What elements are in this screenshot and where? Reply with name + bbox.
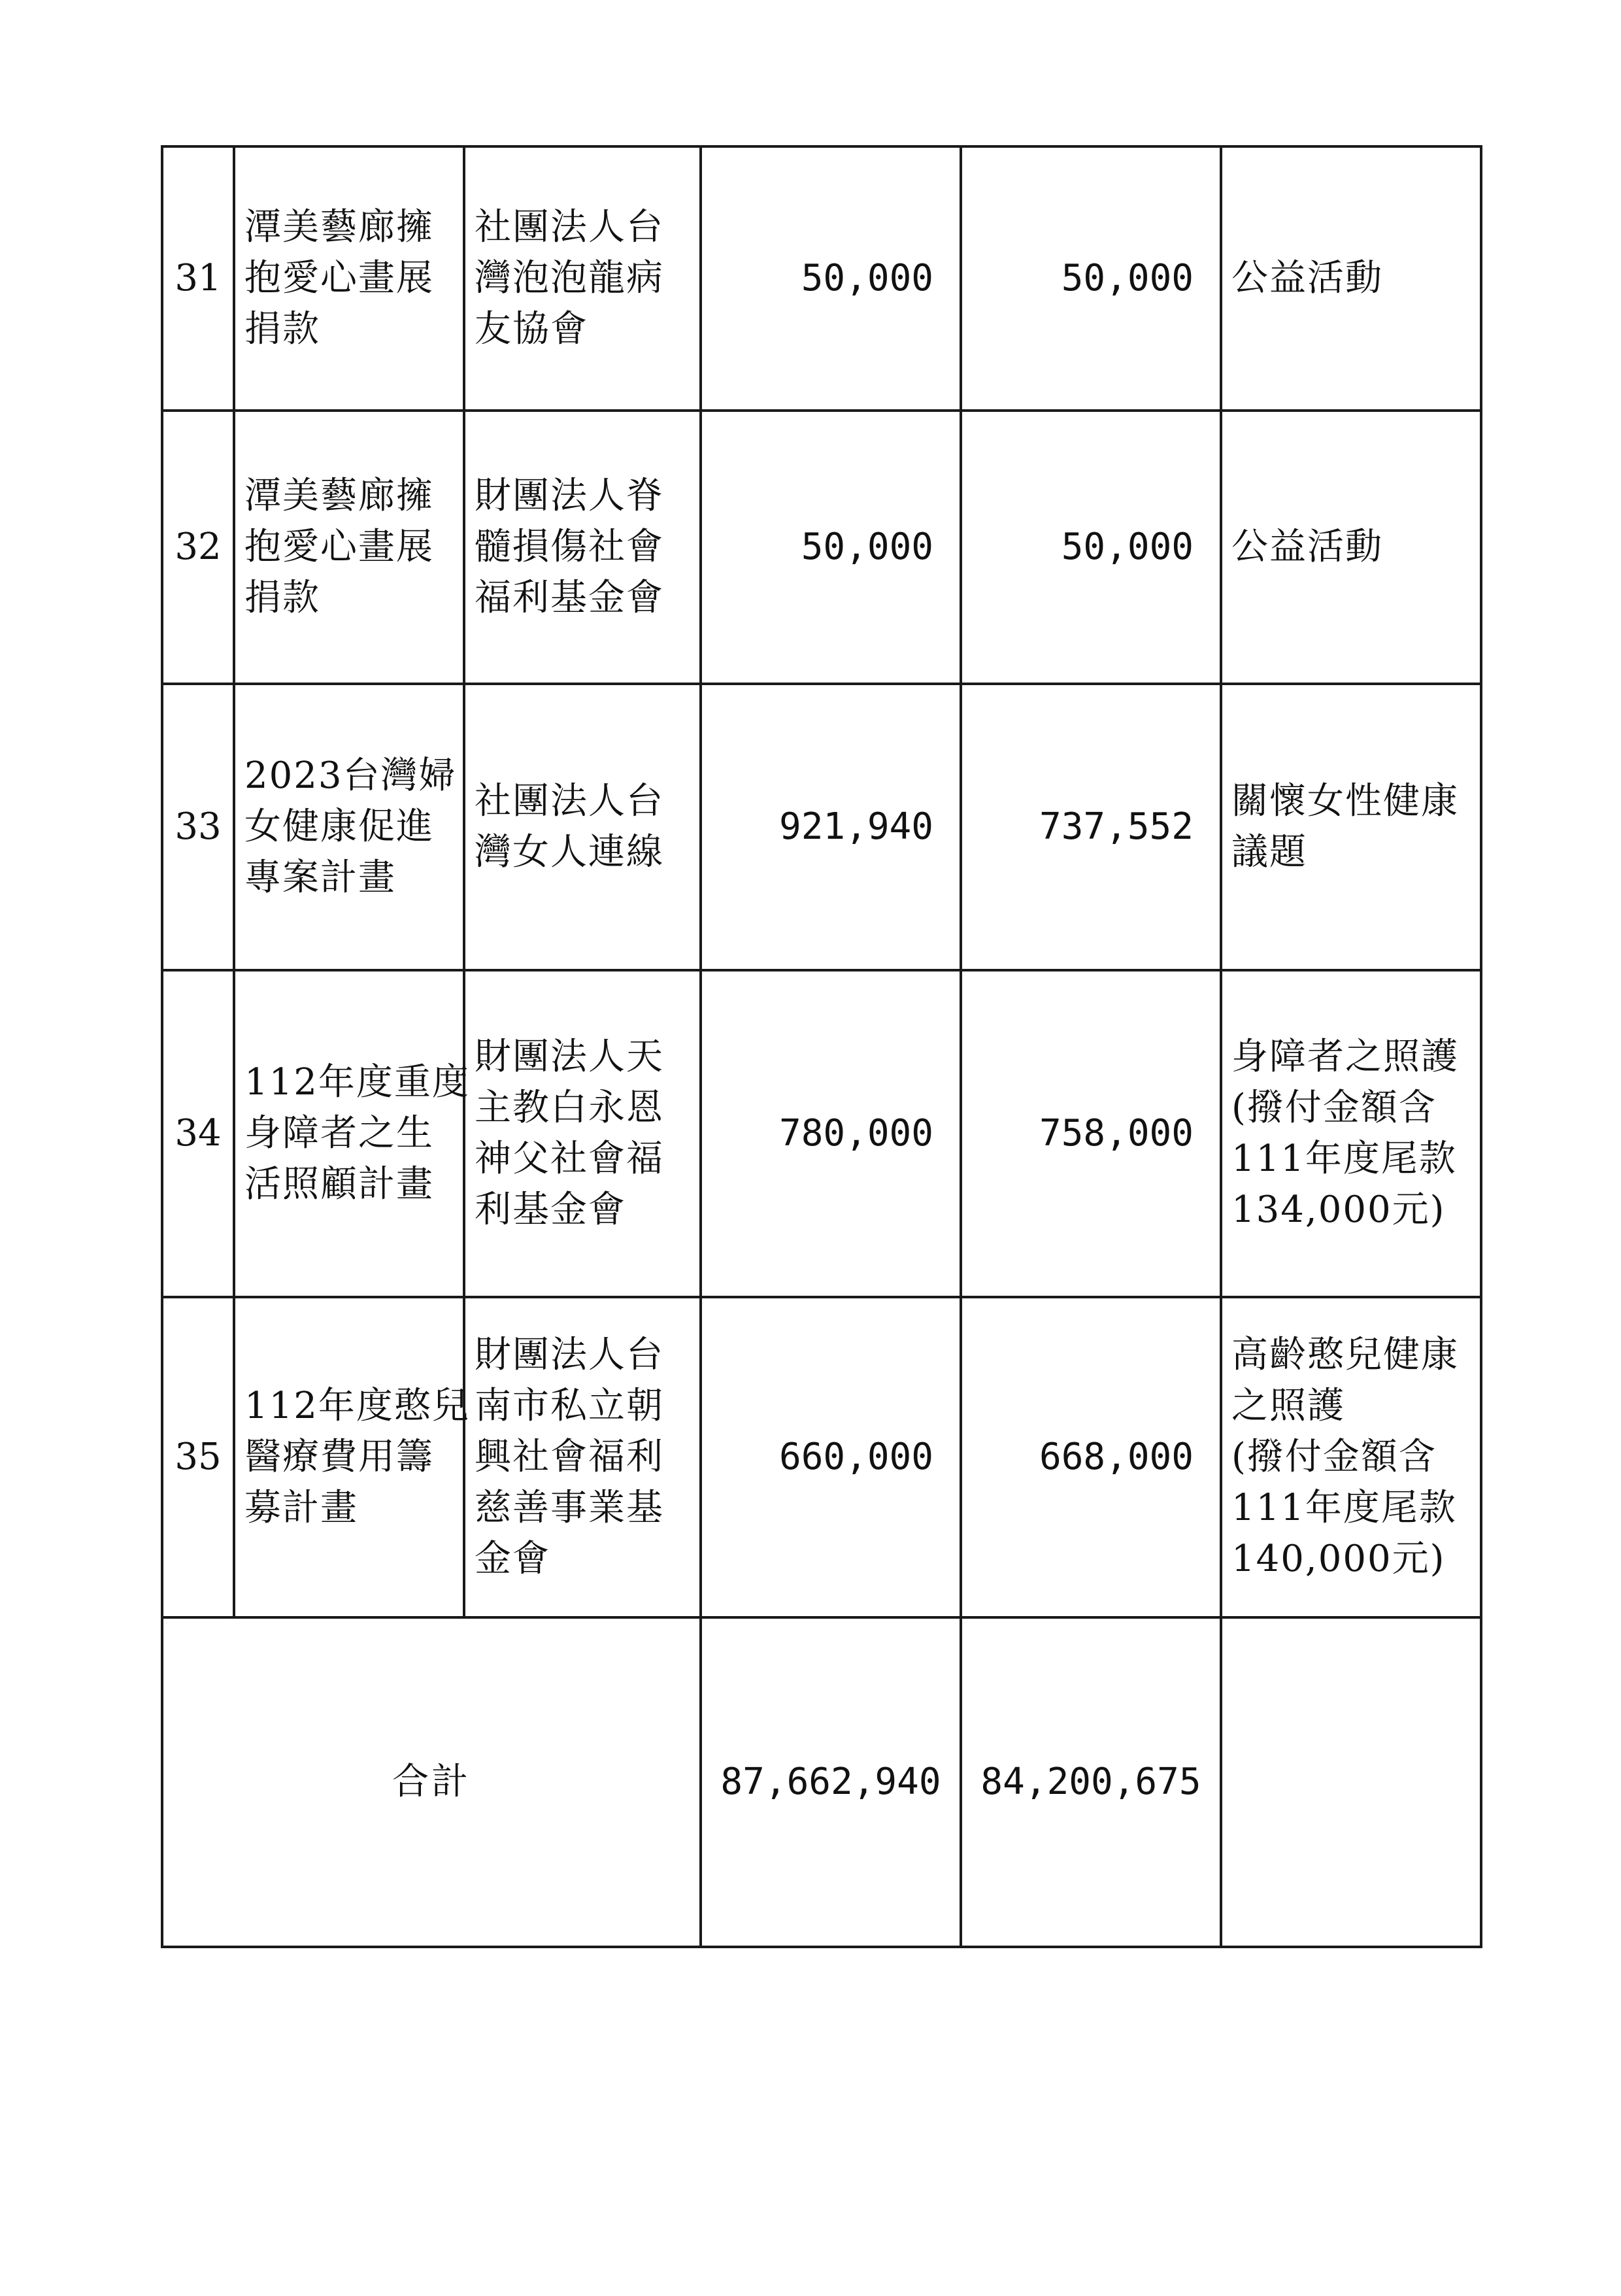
table-row (162, 684, 1481, 970)
row-number: 33 (162, 684, 234, 970)
organization-name-line: 社團法人台 (475, 780, 664, 822)
project-name (234, 684, 464, 970)
project-name-line: 募計畫 (244, 1487, 358, 1529)
project-name-line: 捐款 (244, 577, 320, 619)
amount-1: 50,000 (701, 411, 961, 684)
project-name (234, 411, 464, 684)
project-name-line: 潭美藝廊擁 (244, 206, 434, 248)
project-name-line: 捐款 (244, 308, 320, 350)
organization-name-line: 利基金會 (475, 1189, 626, 1231)
organization-name-line: 財團法人台 (475, 1334, 664, 1376)
project-name-line: 抱愛心畫展 (244, 526, 434, 568)
organization-name-line: 友協會 (475, 308, 588, 350)
row-number: 34 (162, 970, 234, 1297)
total-row (162, 1617, 1481, 1947)
organization-name-line: 財團法人天 (475, 1036, 664, 1078)
amount-1: 921,940 (701, 684, 961, 970)
amount-2: 50,000 (961, 411, 1221, 684)
purpose-note-line: 高齡憨兒健康 (1231, 1334, 1459, 1376)
project-name (234, 1297, 470, 1617)
organization-name-line: 興社會福利 (475, 1436, 664, 1478)
project-name-line: 活照顧計畫 (244, 1163, 434, 1206)
table-row (162, 146, 1481, 411)
purpose-note-line: 公益活動 (1231, 257, 1383, 299)
project-name-line: 112年度重度 (244, 1061, 470, 1104)
amount-1: 50,000 (701, 146, 961, 411)
total-note (1221, 1617, 1481, 1947)
row-number: 32 (162, 411, 234, 684)
donation-table (161, 145, 1482, 1948)
table-row (162, 970, 1481, 1297)
project-name (234, 970, 470, 1297)
project-name-line: 身障者之生 (244, 1112, 434, 1155)
table-body (162, 146, 1481, 1947)
project-name-line: 112年度憨兒 (244, 1385, 470, 1427)
purpose-note (1221, 1297, 1481, 1617)
purpose-note-line: (撥付金額含 (1231, 1436, 1437, 1478)
organization-name (464, 146, 701, 411)
project-name-line: 專案計畫 (244, 856, 396, 899)
organization-name-line: 南市私立朝 (475, 1385, 664, 1427)
organization-name-line: 髓損傷社會 (475, 526, 664, 568)
amount-2: 668,000 (961, 1297, 1221, 1617)
purpose-note-line: 111年度尾款 (1231, 1487, 1457, 1529)
project-name-line: 潭美藝廊擁 (244, 475, 434, 517)
row-number: 31 (162, 146, 234, 411)
amount-2: 737,552 (961, 684, 1221, 970)
purpose-note-line: 111年度尾款 (1231, 1138, 1457, 1180)
purpose-note (1221, 970, 1481, 1297)
organization-name-line: 財團法人脊 (475, 475, 664, 517)
organization-name-line: 慈善事業基 (475, 1487, 664, 1529)
purpose-note-line: 公益活動 (1231, 526, 1383, 568)
total-amount-1: 87,662,940 (701, 1617, 961, 1947)
project-name-line: 醫療費用籌 (244, 1436, 434, 1478)
total-amount-2: 84,200,675 (961, 1617, 1221, 1947)
amount-2: 50,000 (961, 146, 1221, 411)
organization-name (464, 970, 701, 1297)
organization-name-line: 神父社會福 (475, 1138, 664, 1180)
purpose-note (1221, 146, 1481, 411)
amount-2: 758,000 (961, 970, 1221, 1297)
organization-name-line: 福利基金會 (475, 577, 664, 619)
table-row (162, 1297, 1481, 1617)
purpose-note-line: 134,000元) (1231, 1189, 1446, 1231)
total-label: 合計 (162, 1617, 701, 1947)
purpose-note-line: 140,000元) (1231, 1538, 1446, 1580)
organization-name (464, 1297, 701, 1617)
purpose-note (1221, 411, 1481, 684)
purpose-note-line: 關懷女性健康 (1231, 780, 1459, 822)
purpose-note-line: 身障者之照護 (1231, 1036, 1459, 1078)
project-name (234, 146, 464, 411)
purpose-note-line: 之照護 (1231, 1385, 1345, 1427)
organization-name-line: 灣女人連線 (475, 831, 664, 873)
organization-name (464, 684, 701, 970)
purpose-note-line: 議題 (1231, 831, 1307, 873)
amount-1: 660,000 (701, 1297, 961, 1617)
project-name-line: 2023台灣婦 (244, 754, 457, 797)
project-name-line: 抱愛心畫展 (244, 257, 434, 299)
organization-name-line: 主教白永恩 (475, 1087, 664, 1129)
amount-1: 780,000 (701, 970, 961, 1297)
organization-name-line: 灣泡泡龍病 (475, 257, 664, 299)
row-number: 35 (162, 1297, 234, 1617)
organization-name-line: 金會 (475, 1538, 550, 1580)
purpose-note-line: (撥付金額含 (1231, 1087, 1437, 1129)
organization-name-line: 社團法人台 (475, 206, 664, 248)
table-row (162, 411, 1481, 684)
organization-name (464, 411, 701, 684)
purpose-note (1221, 684, 1481, 970)
project-name-line: 女健康促進 (244, 805, 434, 848)
